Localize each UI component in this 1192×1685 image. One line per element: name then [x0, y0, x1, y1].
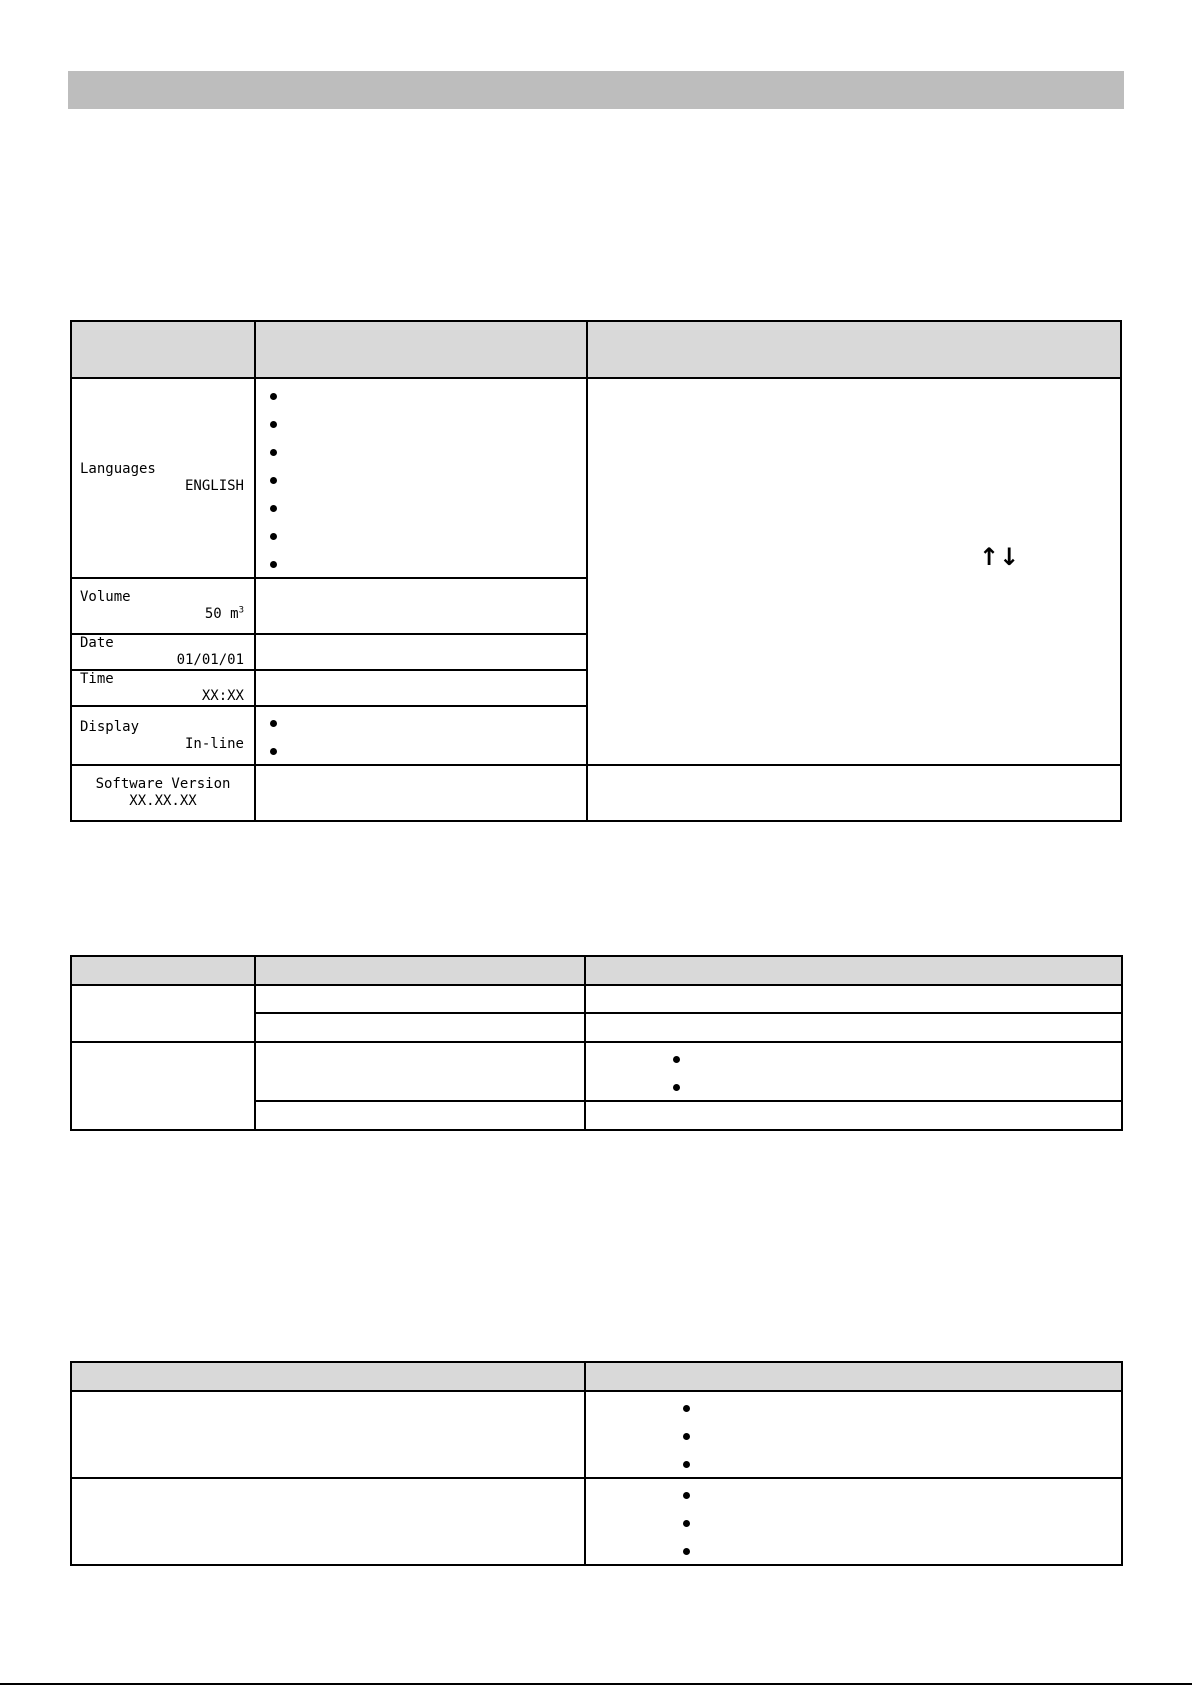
bullet-icon: [683, 1449, 1121, 1477]
table-cell: [255, 1101, 585, 1130]
lcd-date: [71, 634, 255, 670]
header-cell: [71, 956, 255, 985]
tertiary-table: [70, 1361, 1123, 1566]
settings-table: [70, 320, 1122, 822]
time-label: Time: [80, 671, 114, 687]
table-cell: [255, 985, 585, 1013]
section-banner: [68, 71, 1124, 109]
software-version-description: [587, 765, 1121, 821]
display-value: In-line: [184, 735, 244, 752]
table-cell: [585, 1042, 1122, 1101]
header-cell: [585, 1362, 1122, 1391]
lcd-software-version: [71, 765, 255, 821]
display-label: Display: [80, 718, 140, 735]
volume-label: Volume: [80, 589, 131, 605]
bullet-icon: [683, 1421, 1121, 1449]
header-cell: [587, 321, 1121, 378]
volume-options: [255, 578, 587, 634]
header-cell: [255, 956, 585, 985]
header-cell: [255, 321, 587, 378]
table-row: [71, 1391, 1122, 1478]
lcd-languages: [71, 378, 255, 578]
volume-value: 50 $m^3$: [204, 605, 244, 622]
header-cell: [71, 1362, 585, 1391]
row-software-version: [71, 765, 1121, 821]
row-languages: [71, 378, 1121, 578]
group-cell: [71, 985, 255, 1042]
secondary-table: [70, 955, 1123, 1131]
time-value: XX:XX: [201, 688, 244, 704]
table-row: [71, 985, 1122, 1013]
bullet-icon: [270, 437, 586, 465]
tertiary-table-header: [71, 1362, 1122, 1391]
bullet-icon: [270, 736, 586, 764]
settings-table-header: [71, 321, 1121, 378]
bullet-icon: [673, 1044, 1121, 1072]
table-row: [71, 1478, 1122, 1565]
software-version-value: XX.XX.XX: [129, 793, 197, 809]
languages-options: [255, 378, 587, 578]
bullet-icon: [270, 708, 586, 736]
bullet-icon: [270, 409, 586, 437]
table-cell: [255, 1013, 585, 1042]
bullet-icon: [270, 465, 586, 493]
software-version-label: Software Version: [95, 776, 231, 792]
table-cell: [585, 1478, 1122, 1565]
header-cell: [71, 321, 255, 378]
date-label: Date: [80, 635, 114, 651]
languages-value: ENGLISH: [184, 478, 244, 494]
bullet-icon: [270, 493, 586, 521]
languages-label: Languages: [80, 461, 156, 477]
date-value: 01/01/01: [176, 652, 244, 668]
arrow-up-down-icon: ↑↓: [979, 543, 1020, 571]
bullet-icon: [270, 549, 586, 577]
table-cell: [585, 1391, 1122, 1478]
table-cell: [585, 985, 1122, 1013]
table-cell: [585, 1101, 1122, 1130]
bullet-icon: [683, 1508, 1121, 1536]
group-cell: [71, 1042, 255, 1130]
table-cell: [585, 1013, 1122, 1042]
table-cell: [255, 1042, 585, 1101]
bullet-icon: [673, 1072, 1121, 1100]
description-cell: [587, 378, 1121, 765]
time-options: [255, 670, 587, 706]
date-options: [255, 634, 587, 670]
lcd-volume: [71, 578, 255, 634]
table-cell: [71, 1478, 585, 1565]
table-row: [71, 1042, 1122, 1101]
bullet-icon: [683, 1393, 1121, 1421]
header-cell: [585, 956, 1122, 985]
lcd-time: [71, 670, 255, 706]
bullet-icon: [270, 521, 586, 549]
bullet-icon: [683, 1536, 1121, 1564]
software-version-options: [255, 765, 587, 821]
table-cell: [71, 1391, 585, 1478]
secondary-table-header: [71, 956, 1122, 985]
bullet-icon: [270, 381, 586, 409]
bullet-icon: [683, 1480, 1121, 1508]
lcd-display: [71, 706, 255, 765]
display-options: [255, 706, 587, 765]
